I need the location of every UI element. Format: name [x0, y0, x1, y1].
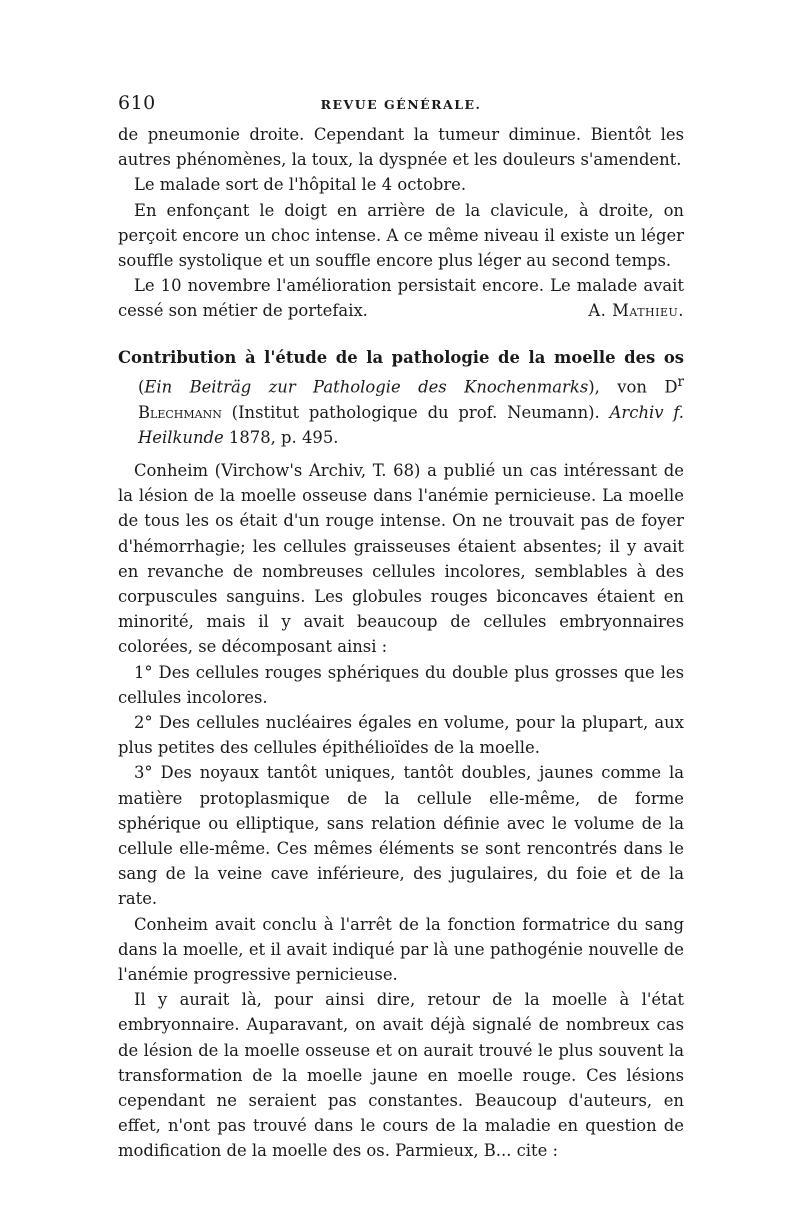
paragraph: de pneumonie droite. Cependant la tumeur diminue. Bientôt les autres phénomènes, la toux, la dyspnée et les douleurs s'amendent. — [118, 125, 684, 170]
paragraph: En enfonçant le doigt en arrière de la clavicule, à droite, on perçoit encore un choc intense. A ce même niveau il existe un léger souffle systolique et un souffle encore plus léger au second temps. — [118, 200, 684, 271]
document-page — [118, 92, 684, 1164]
article-author: Blechmann — [138, 402, 222, 422]
paragraph-text: Le 10 novembre l'amélioration persistait encore. Le malade avait cessé son métier de portefaix. — [118, 276, 684, 321]
article-body — [118, 458, 684, 1164]
article-reference: 1878, p. 495. — [223, 427, 339, 447]
signature-initial: A. — [588, 301, 613, 321]
title-by: ), von D — [588, 377, 678, 397]
title-paren: ( — [138, 377, 145, 397]
page-header — [118, 92, 684, 122]
signature-name: Mathieu. — [612, 301, 684, 321]
running-head: REVUE GÉNÉRALE. — [320, 97, 482, 112]
article-title-german: Ein Beiträg zur Pathologie des Knochenmarks — [144, 377, 589, 397]
page-number: 610 — [118, 92, 156, 114]
title-dr-sup: r — [677, 373, 684, 390]
list-item: 3° Des noyaux tantôt uniques, tantôt doubles, jaunes comme la matière protoplasmique de la cellule elle-même, de forme sphérique ou elliptique, sans relation définie avec le volume de la cellule elle-même. Ces mêmes éléments se sont rencontrés dans le sang de la veine cave inférieure, des jugulaires, du foie et de la rate. — [118, 763, 684, 909]
list-item: 1° Des cellules rouges sphériques du double plus grosses que les cellules incolores. — [118, 662, 684, 707]
paragraph: Conheim avait conclu à l'arrêt de la fonction formatrice du sang dans la moelle, et il avait indiqué par là une pathogénie nouvelle de l'anémie progressive pernicieuse. — [118, 914, 684, 984]
author-signature — [572, 298, 684, 323]
paragraph: Le malade sort de l'hôpital le 4 octobre. — [134, 175, 467, 195]
article-institute: (Institut pathologique du prof. Neumann). — [221, 402, 610, 422]
previous-article-end — [118, 122, 684, 324]
paragraph: Il y aurait là, pour ainsi dire, retour de la moelle à l'état embryonnaire. Auparavant, on avait déjà signalé de nombreux cas de lésion de la moelle osseuse et on aurait trouvé le plus souvent la transformation de la moelle jaune en moelle rouge. Ces lésions cependant ne seraient pas constantes. Beaucoup d'auteurs, en effet, n'ont pas trouvé dans le cours de la maladie en question de modification de la moelle des os. Parmieux, B... cite : — [118, 990, 684, 1161]
list-item: 2° Des cellules nucléaires égales en volume, pour la plupart, aux plus petites des cellules épithélioïdes de la moelle. — [118, 712, 684, 758]
paragraph: Conheim (Virchow's Archiv, T. 68) a publié un cas intéressant de la lésion de la moelle osseuse dans l'anémie pernicieuse. La moelle de tous les os était d'un rouge intense. On ne trouvait pas de foyer d'hémorrhagie; les cellules graisseuses étaient absentes; il y avait en revanche de nombreuses cellules incolores, semblables à des corpuscules sanguins. Les globules rouges biconcaves étaient en minorité, mais il y avait beaucoup de cellules embryonnaires colorées, se décomposant ainsi : — [118, 460, 684, 657]
article — [118, 345, 684, 1164]
article-title-main: Contribution à l'étude de la pathologie de la moelle des os — [118, 347, 684, 367]
article-journal: Archiv f. Heilkunde — [138, 402, 685, 447]
article-title — [118, 345, 684, 450]
paragraph-with-signature — [118, 273, 684, 323]
